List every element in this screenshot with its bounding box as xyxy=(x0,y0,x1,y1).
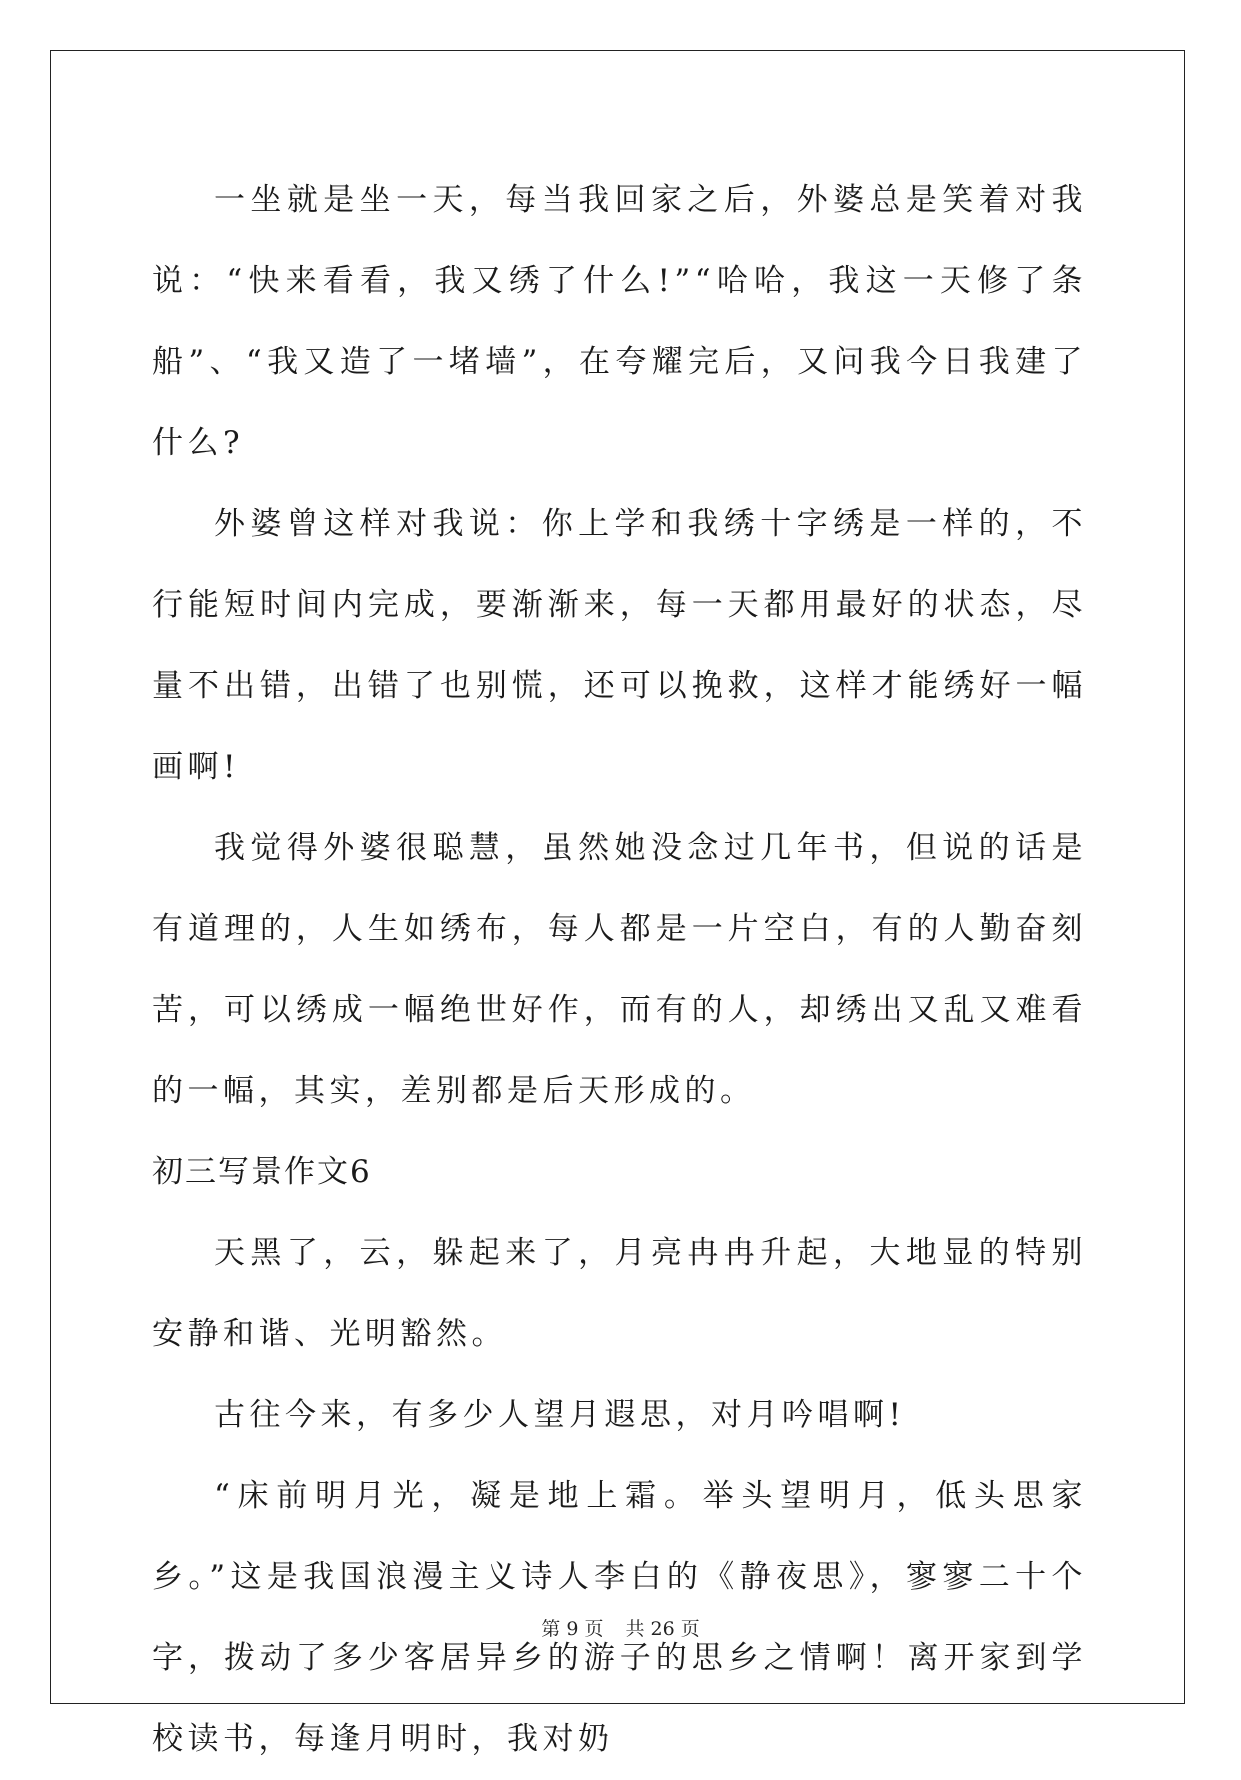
page-total: 共 26 页 xyxy=(625,1618,700,1640)
paragraph: “床前明月光，凝是地上霜。举头望明月，低头思家乡。”这是我国浪漫主义诗人李白的《静夜思》，寥寥二十个字，拨动了多少客居异乡的游子的思乡之情啊！离开家到学校读书，每逢月明时，我对奶 xyxy=(152,1478,1087,1757)
section-heading: 初三写景作文6 xyxy=(152,1154,372,1190)
paragraph: 我觉得外婆很聪慧，虽然她没念过几年书，但说的话是有道理的，人生如绣布，每人都是一片空白，有的人勤奋刻苦，可以绣成一幅绝世好作，而有的人，却绣出又乱又难看的一幅，其实，差别都是后天形成的。 xyxy=(152,830,1087,1109)
paragraph: 一坐就是坐一天，每当我回家之后，外婆总是笑着对我说：“快来看看，我又绣了什么!”“哈哈，我这一天修了条船”、“我又造了一堵墙”，在夸耀完后，又问我今日我建了什么? xyxy=(152,182,1087,461)
paragraph: 天黑了，云，躲起来了，月亮冉冉升起，大地显的特别安静和谐、光明豁然。 xyxy=(152,1235,1087,1352)
paragraph: 外婆曾这样对我说：你上学和我绣十字绣是一样的，不行能短时间内完成，要渐渐来，每一天都用最好的状态，尽量不出错，出错了也别慌，还可以挽救，这样才能绣好一幅画啊! xyxy=(152,506,1087,785)
page-number: 第 9 页 xyxy=(541,1618,604,1640)
document-body xyxy=(152,160,1087,1780)
paragraph: 古往今来，有多少人望月遐思，对月吟唱啊! xyxy=(214,1397,906,1433)
page-footer xyxy=(0,1614,1241,1641)
